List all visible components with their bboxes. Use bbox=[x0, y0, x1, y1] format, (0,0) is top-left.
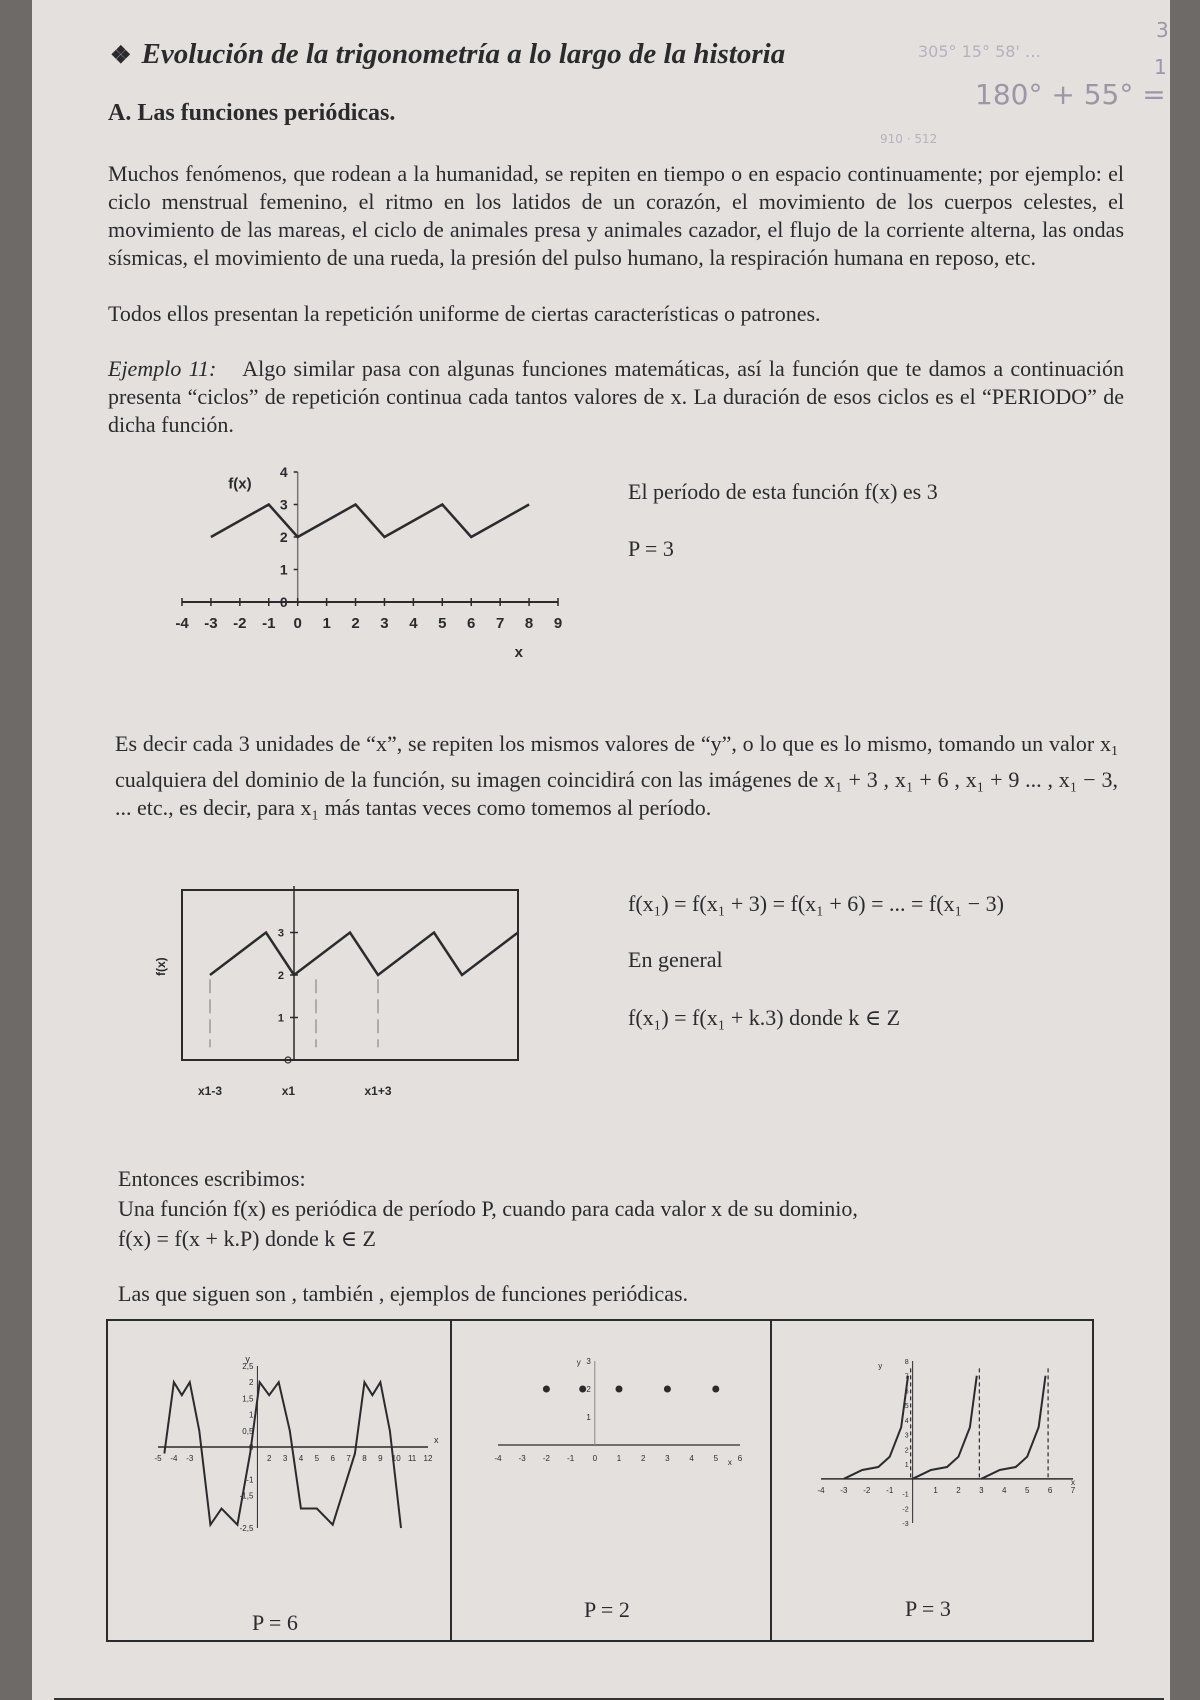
y-tick-label: 1,5 bbox=[242, 1394, 254, 1404]
y-tick-label: 5 bbox=[904, 1403, 909, 1411]
x-tick-label: -1 bbox=[886, 1485, 894, 1495]
x-tick-label: -1 bbox=[262, 615, 276, 632]
y-tick-label: -2 bbox=[902, 1506, 909, 1514]
x-tick-label: x1+3 bbox=[364, 1084, 392, 1098]
x-tick-label: 1 bbox=[322, 615, 331, 632]
y-tick-label: 7 bbox=[904, 1373, 909, 1381]
page-title-text: Evolución de la trigonometría a lo largo de la historia bbox=[141, 38, 786, 70]
x-tick-label: -1 bbox=[567, 1454, 575, 1463]
y-tick-label: 0 bbox=[248, 1443, 254, 1452]
x-tick-label: 4 bbox=[298, 1454, 304, 1463]
period-statement: El período de esta función f(x) es 3 bbox=[628, 479, 938, 504]
x-tick-label: 2 bbox=[640, 1454, 646, 1463]
diamond-bullet-icon: ❖ bbox=[110, 43, 132, 69]
page-title bbox=[110, 38, 785, 71]
y-tick-label: 6 bbox=[904, 1388, 909, 1396]
x-tick-label: 11 bbox=[407, 1454, 417, 1463]
data-point bbox=[543, 1386, 550, 1393]
chart-example-p6 bbox=[150, 1350, 440, 1550]
y-tick-label: 3 bbox=[277, 927, 284, 940]
y-axis-label: y bbox=[245, 1354, 250, 1364]
x-tick-label: 8 bbox=[524, 615, 534, 632]
x-tick-label: 3 bbox=[380, 615, 389, 632]
x-tick-label: -4 bbox=[494, 1454, 502, 1463]
explanation-paragraph bbox=[115, 730, 1118, 822]
x-axis-label: x bbox=[434, 1435, 439, 1445]
x-tick-label: 5 bbox=[438, 615, 447, 632]
x-tick-label: 0 bbox=[293, 615, 302, 632]
y-tick-label: 2 bbox=[586, 1385, 591, 1394]
x-tick-label: -4 bbox=[175, 615, 189, 632]
chart-example-p2 bbox=[490, 1355, 750, 1475]
section-heading: A. Las funciones periódicas. bbox=[108, 100, 396, 126]
series-line bbox=[211, 505, 529, 538]
y-tick-label: 4 bbox=[279, 464, 288, 480]
x-tick-label: 12 bbox=[423, 1454, 433, 1463]
example-paragraph bbox=[108, 355, 1124, 439]
x-tick-label: 0 bbox=[592, 1454, 598, 1463]
x-tick-label: 3 bbox=[665, 1454, 670, 1463]
series-line bbox=[913, 1376, 977, 1479]
x-tick-label: 2 bbox=[266, 1454, 272, 1463]
intro-summary: Todos ellos presentan la repetición uniforme de ciertas características o patrones. bbox=[108, 301, 821, 326]
y-tick-label: 2 bbox=[248, 1378, 254, 1388]
series-line bbox=[981, 1376, 1045, 1479]
y-tick-label: 4 bbox=[904, 1417, 909, 1425]
x-tick-label: 6 bbox=[1047, 1485, 1053, 1495]
data-point bbox=[579, 1386, 586, 1393]
table-divider bbox=[770, 1319, 772, 1640]
explanation-line-1-tail: cualquiera del dominio de la función, su imagen coincidirá con las imágenes de bbox=[115, 767, 819, 792]
x-tick-label: -3 bbox=[840, 1485, 848, 1495]
y-tick-label: 0,5 bbox=[242, 1426, 254, 1436]
y-axis-label: y bbox=[576, 1358, 581, 1367]
x-tick-label: 4 bbox=[1002, 1485, 1007, 1495]
x-tick-label: 2 bbox=[351, 615, 360, 632]
x-tick-label: 7 bbox=[1070, 1485, 1076, 1495]
x-tick-label: 9 bbox=[553, 615, 563, 632]
x-tick-label: 5 bbox=[1024, 1485, 1030, 1495]
x-tick-label: -2 bbox=[863, 1485, 871, 1495]
y-tick-label: 2 bbox=[279, 529, 288, 545]
formula-chain: f(x₁) = f(x₁ + 3) = f(x₁ + 6) = ... = f(x₁ − 3) bbox=[628, 891, 1004, 916]
x-tick-label: -4 bbox=[170, 1454, 178, 1463]
caption-p3: P = 3 bbox=[905, 1596, 951, 1621]
y-axis-label: y bbox=[878, 1361, 883, 1371]
y-tick-label: 8 bbox=[904, 1359, 909, 1366]
x-tick-label: 6 bbox=[467, 615, 476, 632]
y-tick-label: 3 bbox=[904, 1432, 909, 1440]
explanation-line-1: Es decir cada 3 unidades de “x”, se repiten los mismos valores de “y”, o lo que es lo mismo, tomando un valor x bbox=[115, 731, 1111, 756]
handwritten-note: 180° + 55° = bbox=[975, 78, 1166, 111]
x-tick-label: x1 bbox=[281, 1084, 296, 1098]
x-tick-label: 4 bbox=[689, 1454, 694, 1463]
x-tick-label: x1-3 bbox=[197, 1084, 223, 1098]
x-tick-label: -2 bbox=[233, 615, 247, 632]
x-tick-label: 4 bbox=[409, 615, 418, 632]
x-tick-label: 3 bbox=[282, 1454, 288, 1463]
x-tick-label: 8 bbox=[362, 1454, 367, 1463]
y-tick-label: 1 bbox=[904, 1462, 909, 1470]
series-line bbox=[844, 1373, 909, 1479]
y-tick-label: 1 bbox=[277, 1012, 284, 1025]
margin-digit: 3 bbox=[1156, 18, 1169, 42]
data-point bbox=[616, 1386, 623, 1393]
definition-formula: f(x) = f(x + k.P) donde k ∈ Z bbox=[118, 1226, 376, 1251]
x-tick-label: 5 bbox=[314, 1454, 320, 1463]
definition-text: Una función f(x) es periódica de período P, cuando para cada valor x de su dominio, bbox=[118, 1196, 858, 1221]
x-tick-label: -3 bbox=[518, 1454, 526, 1463]
x-axis-label: x bbox=[1071, 1477, 1075, 1487]
data-point bbox=[712, 1386, 719, 1393]
examples-intro: Las que siguen son , también , ejemplos de funciones periódicas. bbox=[118, 1281, 689, 1306]
margin-digit: 1 bbox=[1154, 55, 1167, 79]
faint-handwriting: 305° 15° 58' … bbox=[918, 42, 1041, 61]
data-point bbox=[664, 1386, 671, 1393]
x-tick-label: -3 bbox=[186, 1454, 194, 1463]
x-tick-label: 3 bbox=[979, 1485, 984, 1495]
y-tick-label: 0 bbox=[279, 594, 288, 610]
y-tick-label: 1 bbox=[586, 1413, 591, 1422]
y-tick-label: 2 bbox=[277, 970, 284, 982]
x-tick-label: 2 bbox=[956, 1485, 961, 1495]
x-tick-label: 1 bbox=[616, 1454, 622, 1463]
intro-paragraph: Muchos fenómenos, que rodean a la humanidad, se repiten en tiempo o en espacio continuamente; por ejemplo: el ciclo menstrual femenino, el ritmo en los latidos de un corazón, el movimiento de los cuerpos celestes, el movimiento de las mareas, el ciclo de animales presa y animales cazador, el flujo de la corriente alterna, las ondas sísmicas, el movimiento de una rueda, la presión del pulso humano, la respiración humana en reposo, etc. bbox=[108, 161, 1124, 270]
x-tick-label: 6 bbox=[737, 1454, 743, 1463]
x-tick-label: 9 bbox=[378, 1454, 383, 1463]
example-text: Algo similar pasa con algunas funciones matemáticas, así la función que te damos a continuación presenta “ciclos” de repetición continua cada tantos valores de x. La duración de esos ciclos es el “PERIODO” de dicha función. bbox=[108, 356, 1124, 437]
chart-example-p3 bbox=[815, 1355, 1085, 1535]
explanation-subscript: 1 bbox=[1111, 744, 1118, 759]
formula-general: f(x₁) = f(x₁ + k.3) donde k ∈ Z bbox=[628, 1005, 901, 1030]
explanation-line-2: x₁ + 3 , x₁ + 6 , x₁ + 9 ... , x₁ − 3, ... etc., es decir, para x₁ más tantas veces como tomemos al período. bbox=[115, 767, 1118, 820]
y-tick-label: -1 bbox=[246, 1475, 254, 1485]
x-tick-label: -2 bbox=[542, 1454, 550, 1463]
y-tick-label: 2 bbox=[904, 1447, 909, 1455]
chart-example-period-3 bbox=[170, 462, 570, 684]
period-equation: P = 3 bbox=[628, 536, 674, 561]
x-tick-label: 6 bbox=[330, 1454, 335, 1463]
chart-x1-periodicity bbox=[150, 880, 530, 1110]
x-tick-label: -3 bbox=[204, 615, 218, 632]
y-tick-label: -2,5 bbox=[239, 1524, 254, 1533]
x-tick-label: 1 bbox=[933, 1485, 938, 1495]
x-tick-label: 10 bbox=[391, 1454, 401, 1463]
x-axis-label: x bbox=[514, 644, 523, 661]
y-axis-label: f(x) bbox=[154, 957, 168, 976]
y-tick-label: 3 bbox=[279, 496, 288, 513]
x-tick-label: 5 bbox=[713, 1454, 719, 1463]
example-label: Ejemplo 11: bbox=[108, 356, 217, 381]
y-tick-label: -1 bbox=[902, 1491, 909, 1499]
x-tick-label: 7 bbox=[346, 1454, 351, 1463]
y-tick-label: 2,5 bbox=[242, 1362, 254, 1371]
table-divider bbox=[450, 1319, 452, 1640]
y-tick-label: 1 bbox=[279, 561, 288, 578]
y-tick-label: -3 bbox=[902, 1521, 909, 1528]
faint-handwriting: 910 · 512 bbox=[880, 132, 938, 146]
y-axis-label: f(x) bbox=[228, 475, 252, 493]
caption-p2: P = 2 bbox=[584, 1597, 630, 1622]
plot-frame bbox=[182, 890, 518, 1060]
caption-p6: P = 6 bbox=[252, 1610, 298, 1635]
series-line bbox=[210, 933, 518, 976]
x-tick-label: -5 bbox=[154, 1454, 162, 1463]
formula-general-label: En general bbox=[628, 947, 723, 972]
y-tick-label: -1,5 bbox=[239, 1491, 254, 1501]
x-tick-label: 7 bbox=[495, 615, 505, 632]
y-tick-label: 1 bbox=[248, 1410, 254, 1420]
x-axis-label: x bbox=[727, 1458, 732, 1467]
y-tick-label: 3 bbox=[586, 1357, 591, 1366]
definition-intro: Entonces escribimos: bbox=[118, 1166, 306, 1191]
x-tick-label: -4 bbox=[817, 1485, 825, 1495]
